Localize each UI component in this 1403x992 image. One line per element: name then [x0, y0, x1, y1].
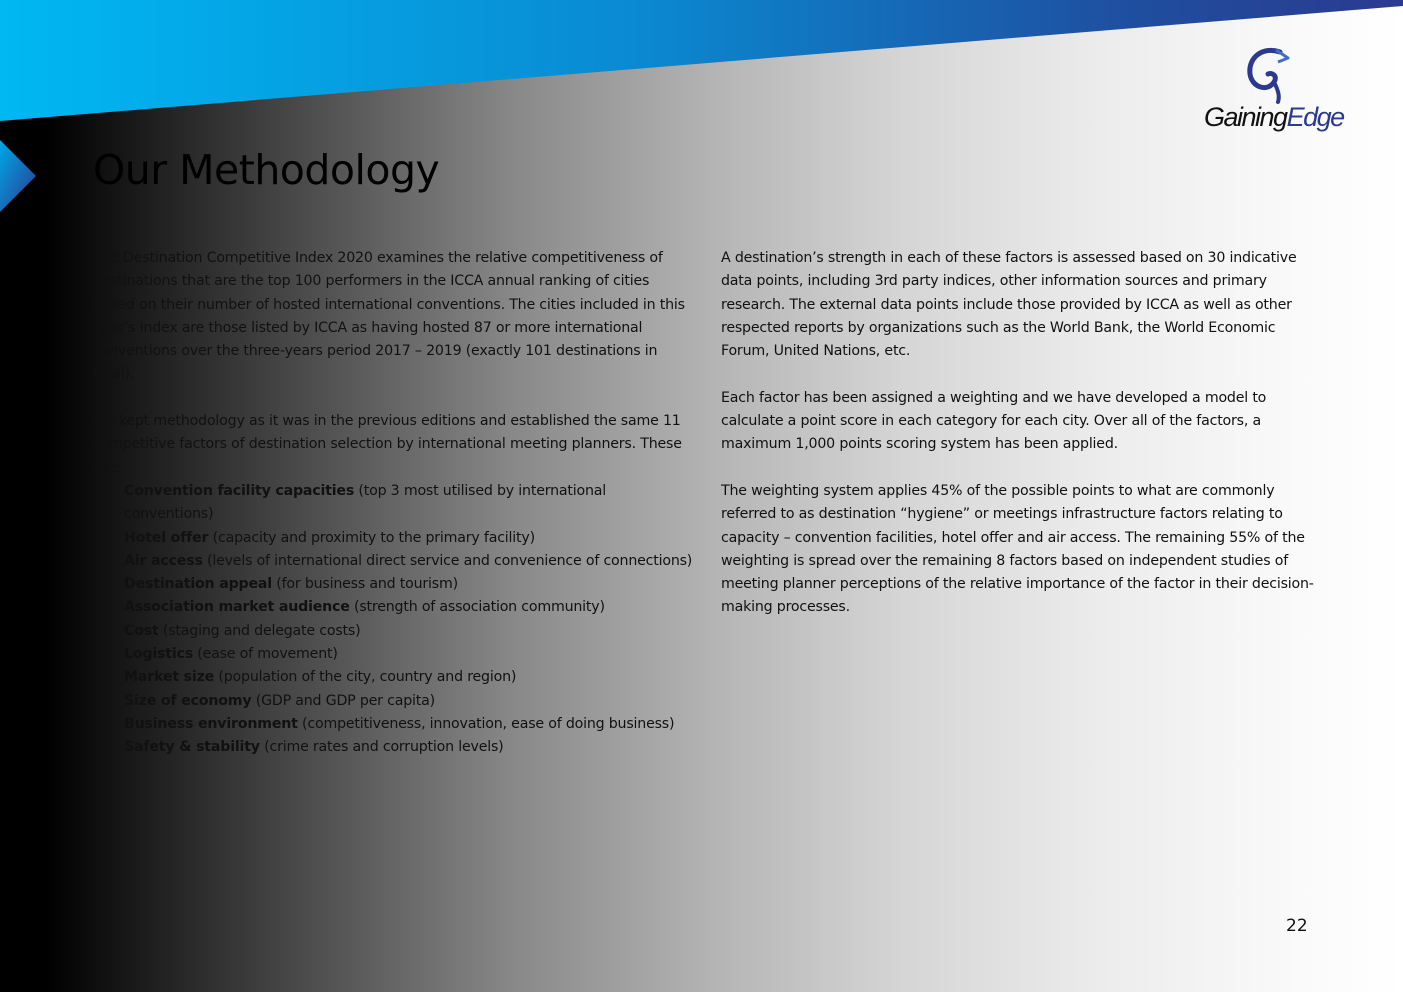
left-chevron-decoration: [0, 138, 40, 214]
factor-description: (strength of association community): [349, 599, 605, 616]
bullet-icon: •: [94, 529, 103, 546]
header-blue-band: [0, 0, 1403, 130]
left-column: [93, 247, 693, 760]
factor-description: (top 3 most utilised by international conventions): [124, 482, 607, 523]
assessment-paragraph: A destination’s strength in each of these factors is assessed based on 30 indicative data points, including 3rd party indices, other information sources and primary research. The external data points include those provided by ICCA as well as other respected reports by organizations such as the World Bank, the World Economic Forum, United Nations, etc.: [721, 250, 1297, 360]
factor-name: Size of economy: [124, 692, 252, 709]
factor-name: Market size: [124, 669, 215, 686]
factor-description: (ease of movement): [192, 646, 338, 663]
factor-description: (capacity and proximity to the primary facility): [208, 529, 535, 546]
factor-list: [93, 480, 693, 760]
factor-name: Safety & stability: [124, 739, 260, 756]
factors-intro-paragraph: We kept methodology as it was in the previous editions and established the same 11 competitive factors of destination selection by international meeting planners. These are:: [93, 413, 682, 476]
factor-name: Association market audience: [124, 599, 350, 616]
factor-description: (staging and delegate costs): [158, 622, 361, 639]
gainingedge-logo: [1196, 44, 1356, 136]
page-number: 22: [1286, 916, 1308, 936]
factor-description: (GDP and GDP per capita): [251, 692, 435, 709]
page-title: Our Methodology: [93, 146, 440, 194]
factor-item: [93, 596, 693, 619]
factor-name: Convention facility capacities: [124, 482, 355, 499]
factor-name: Business environment: [124, 715, 298, 732]
factor-item: [93, 620, 693, 643]
factor-description: (population of the city, country and region): [214, 669, 517, 686]
logo-word-edge: Edge: [1286, 102, 1344, 132]
logo-wordmark: [1204, 102, 1344, 133]
bullet-icon: •: [94, 715, 103, 732]
factor-item: [93, 550, 693, 573]
factor-item: [93, 690, 693, 713]
bullet-icon: •: [94, 576, 103, 593]
factor-name: Destination appeal: [124, 576, 272, 593]
bullet-icon: •: [94, 739, 103, 756]
factor-description: (crime rates and corruption levels): [259, 739, 504, 756]
bullet-icon: •: [94, 692, 103, 709]
bullet-icon: •: [94, 482, 103, 499]
factor-item: [93, 480, 693, 527]
factor-name: Hotel offer: [124, 529, 209, 546]
factor-name: Logistics: [124, 646, 193, 663]
logo-swirl-icon: [1240, 44, 1300, 106]
right-column: [721, 247, 1321, 620]
factor-name: Cost: [124, 622, 159, 639]
bullet-icon: •: [94, 552, 103, 569]
factor-item: [93, 527, 693, 550]
factor-item: [93, 713, 693, 736]
bullet-icon: •: [94, 646, 103, 663]
factor-item: [93, 736, 693, 759]
bullet-icon: •: [94, 669, 103, 686]
factor-item: [93, 666, 693, 689]
logo-word-gaining: Gaining: [1204, 102, 1287, 132]
intro-paragraph: The Destination Competitive Index 2020 examines the relative competitiveness of destinations that are the top 100 performers in the ICCA annual ranking of cities based on their number of hosted international conventions. The cities included in this year’s index are those listed by ICCA as having hosted 87 or more international conventions over the three-years period 2017 – 2019 (exactly 101 destinations in total).: [93, 250, 685, 383]
bullet-icon: •: [94, 622, 103, 639]
factor-description: (for business and tourism): [271, 576, 458, 593]
weighting-paragraph: The weighting system applies 45% of the possible points to what are commonly referred to as destination “hygiene” or meetings infrastructure factors relating to capacity – convention facilities, hotel offer and air access. The remaining 55% of the weighting is spread over the remaining 8 factors based on independent studies of meeting planner perceptions of the relative importance of the factor in their decision-making processes.: [721, 482, 1314, 616]
factor-description: (competitiveness, innovation, ease of doing business): [297, 715, 675, 732]
factor-name: Air access: [124, 552, 203, 569]
bullet-icon: •: [94, 599, 103, 616]
scoring-paragraph: Each factor has been assigned a weighting and we have developed a model to calculate a point score in each category for each city. Over all of the factors, a maximum 1,000 points scoring system has been applied.: [721, 389, 1267, 453]
factor-item: [93, 573, 693, 596]
factor-item: [93, 643, 693, 666]
factor-description: (levels of international direct service and convenience of connections): [202, 552, 693, 569]
